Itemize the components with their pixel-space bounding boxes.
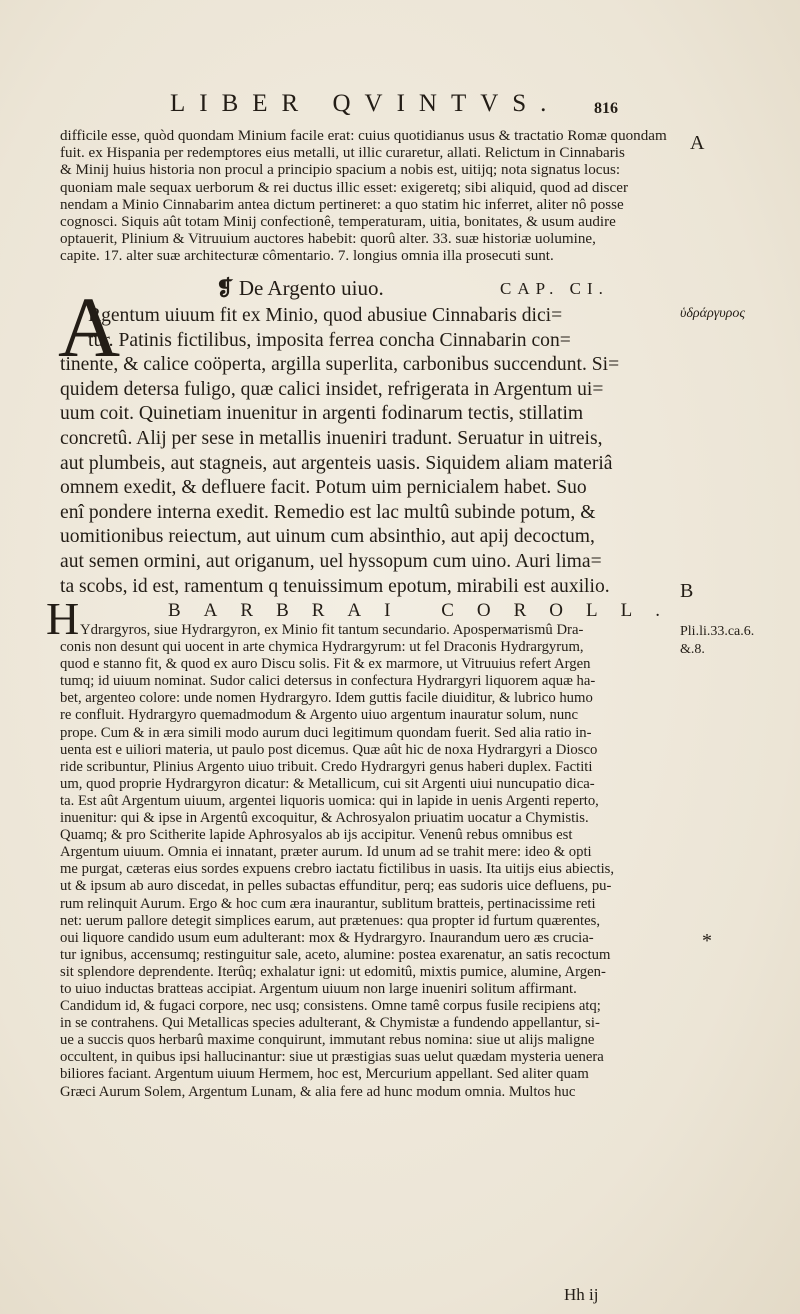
main-text <box>60 304 680 599</box>
running-header: LIBER QVINTVS. <box>170 90 561 117</box>
folio-number: 816 <box>594 100 618 117</box>
drop-capital-h: H <box>46 593 80 644</box>
text-line: Ydrargyros, siue Hydrargyron, ex Minio fit tantum secundario. Aposperматismû Dra- <box>80 622 584 638</box>
text-line: nendam a Minio Cinnabarim antea dictum pertineret: a quo statim hic inferret, aliter nô posse <box>60 196 624 213</box>
margin-letter-b: B <box>680 580 694 602</box>
text-line: ta. Est aût Argentum uiuum, argentei liquoris uomica: qui in lapide in uenis Argenti reperto, <box>60 792 599 809</box>
text-line: Candidum id, & fugaci corpore, nec usq; consistens. Omne tamê corpus fusile recipiens atq; <box>60 998 601 1015</box>
commentary-heading: BARBRAI COROLL. <box>168 600 683 621</box>
text-line: quidem detersa fuligo, quæ calici insidet, refrigerata in Argentum ui= <box>60 378 604 400</box>
text-line: uenta est e uiliori materia, ut paulo post dicemus. Quæ aût hic de noxa Hydrargyri a Diosco <box>60 741 598 758</box>
text-line: biliores faciant. Argentum uiuum Hermem, hoc est, Mercurium appellant. Sed aliter quam <box>60 1066 589 1083</box>
drop-capital-a: A <box>58 279 121 375</box>
text-line: Rgentum uiuum fit ex Minio, quod abusiue Cinnabaris dici= <box>88 305 563 326</box>
text-line: omnem exedit, & defluere facit. Potum uim pernicialem habet. Suo <box>60 477 587 499</box>
commentary-text <box>60 622 680 1101</box>
text-line: uum coit. Quinetiam inuenitur in argenti fodinarum tectis, stillatim <box>60 403 584 425</box>
text-line: Græci Aurum Solem, Argentum Lunam, & alia fere ad hunc modum omnia. Multos huc <box>60 1083 576 1100</box>
text-line: oui liquore candido usum eum adulterant: mox & Hydrargyro. Inaurandum uero æs crucia- <box>60 929 594 946</box>
text-line: to uiuo inductas bratteas accipiat. Argentum uiuum non large inueniri solitum affirmant. <box>60 980 577 997</box>
text-line: fuit. ex Hispania per redemptores eius metalli, ut illic curaretur, allati. Relictum in Cinnabaris <box>60 145 625 162</box>
text-line: aut semen ormini, aut origanum, uel hyssopum cum uino. Auri lima= <box>60 550 602 572</box>
text-line: cognosci. Siquis aût totam Minij confectionê, temperaturam, uitia, bonitates, & usum audire <box>60 213 616 230</box>
margin-asterisk: * <box>702 930 712 952</box>
intro-paragraph <box>60 128 680 266</box>
text-line: bet, argenteo colore: unde nomen Hydrargyro. Idem guttis facile diuiditur, & lubrico humo <box>60 690 593 707</box>
text-line: tur. Patinis fictilibus, imposita ferrea concha Cinnabarin con= <box>88 329 571 351</box>
text-line: Quamq; & pro Scitherite lapide Aphrosyalos ab ijs accipitur. Venenû rebus omnibus est <box>60 827 573 844</box>
text-line: ride scribuntur, Plinius Argento uiuo tribuit. Credo Hydrargyri genus haberi duplex. Factiti <box>60 758 593 775</box>
text-line: capite. 17. alter suæ architecturæ cômentario. 7. longius omnia illa prosecuti sunt. <box>60 248 554 265</box>
text-line: tinente, & calice coöperta, argilla superlita, carbonibus succendunt. Si= <box>60 354 620 376</box>
text-line: um, quod proprie Hydrargyron dicatur: & Metallicum, cui sit Argenti uiui nuncupatio dica- <box>60 775 595 792</box>
text-line: me purgat, cæteras eius sordes expuens crebro iactatu fictilibus in uasis. Ita uitijs eius abiectis, <box>60 861 615 878</box>
margin-reference: &.8. <box>680 642 705 657</box>
text-line: occultent, in quibus ipsi hallucinantur: siue ut præstigias suas uelut quædam mysteria uenera <box>60 1049 604 1066</box>
margin-reference: Pli.li.33.ca.6. <box>680 624 755 639</box>
chapter-title-text: De Argento uiuo. <box>238 276 384 300</box>
catchword: Hh ij <box>564 1285 599 1304</box>
chapter-number: CAP. CI. <box>500 279 609 298</box>
text-line: optauerit, Plinium & Vitruuium auctores habebit: quorû alter. 33. suæ historiæ uolumine, <box>60 231 596 248</box>
text-line: ue a succis quos herbarû maxime conquirunt, immutant rebus nomina: siue ut alijs maligne <box>60 1032 595 1049</box>
text-line: difficile esse, quòd quondam Minium facile erat: cuius quotidianus usus & tractatio Romæ quondam <box>60 128 667 144</box>
text-line: & Minij huius historia non procul a principio spacium a nobis est, uitijq; nota signatus locus: <box>60 162 621 179</box>
text-line: quod e stanno fit, & quod ex auro Discu solis. Fit & ex marmore, ut Vitruuius refert Argen <box>60 656 591 673</box>
text-line: ta scobs, id est, ramentum q tenuissimum epotum, mirabili est auxilio. <box>60 575 610 597</box>
margin-letter-a: A <box>690 132 705 154</box>
text-line: enî pondere interna exedit. Remedio est lac multû subinde potum, & <box>60 501 596 523</box>
text-line: uomitionibus reiectum, aut uinum cum absinthio, aut apij decoctum, <box>60 526 595 548</box>
margin-greek-note: ὑδράργυρος <box>680 306 746 321</box>
text-line: quoniam male sequax uerborum & rei ductus illic esset: exigeretq; sibi aliquid, quod ad discer <box>60 179 628 196</box>
text-line: tur ignibus, accensumq; restinguitur sale, aceto, alumine: postea exarenatur, an satis recoctum <box>60 946 611 963</box>
text-line: concretû. Alij per sese in metallis inueniri tradunt. Seruatur in uitreis, <box>60 427 603 449</box>
text-line: in se contrahens. Qui Metallicas species adulterant, & Chymistæ a fundendo appellantur, si- <box>60 1015 600 1032</box>
text-line: re confluit. Hydrargyro quemadmodum & Argento uiuo argentum inauratur solum, nunc <box>60 707 579 724</box>
text-line: tumq; id uiuum nominat. Sudor calici detersus in confectura Hydrargyri liquorem aquæ ha- <box>60 673 596 690</box>
text-line: Argentum uiuum. Omnia ei innatant, præter aurum. Id unum ad se trahit mere: ideo & opti <box>60 844 592 861</box>
text-line: net: uerum pallore detegit simplices earum, aut prætenues: qua propter id furtum quærentes, <box>60 912 601 929</box>
chapter-heading <box>216 276 636 301</box>
text-line: conis non desunt qui uocent in arte chymica Hydrargyrum: ut fel Draconis Hydrargyrum, <box>60 639 584 656</box>
text-line: inuenitur: qui & ipse in Argentû excoquitur, & Achrosyalon priuatim uocatur a Chymistis. <box>60 810 589 827</box>
text-line: prope. Cum & in æra simili modo aurum duci legitimum quondam fuerit. Sed alia ratio in- <box>60 724 592 741</box>
pilcrow-icon: ❡ <box>216 276 234 300</box>
text-line: rum relinquit Aurum. Ergo & hoc cum æra inaurantur, sublitum bratteis, pertinacissime reti <box>60 895 596 912</box>
text-line: aut plumbeis, aut stagneis, aut argenteis uasis. Siquidem aliam materiâ <box>60 452 613 474</box>
text-line: sit splendore deprendente. Iterûq; exhalatur igni: ut edomitû, mixtis pumice, alumine, Argen- <box>60 963 606 980</box>
text-line: ut & ipsum ab auro discedat, in pelles subactas effunditur, perq; eas sudoris uice defluens, pu- <box>60 878 612 895</box>
